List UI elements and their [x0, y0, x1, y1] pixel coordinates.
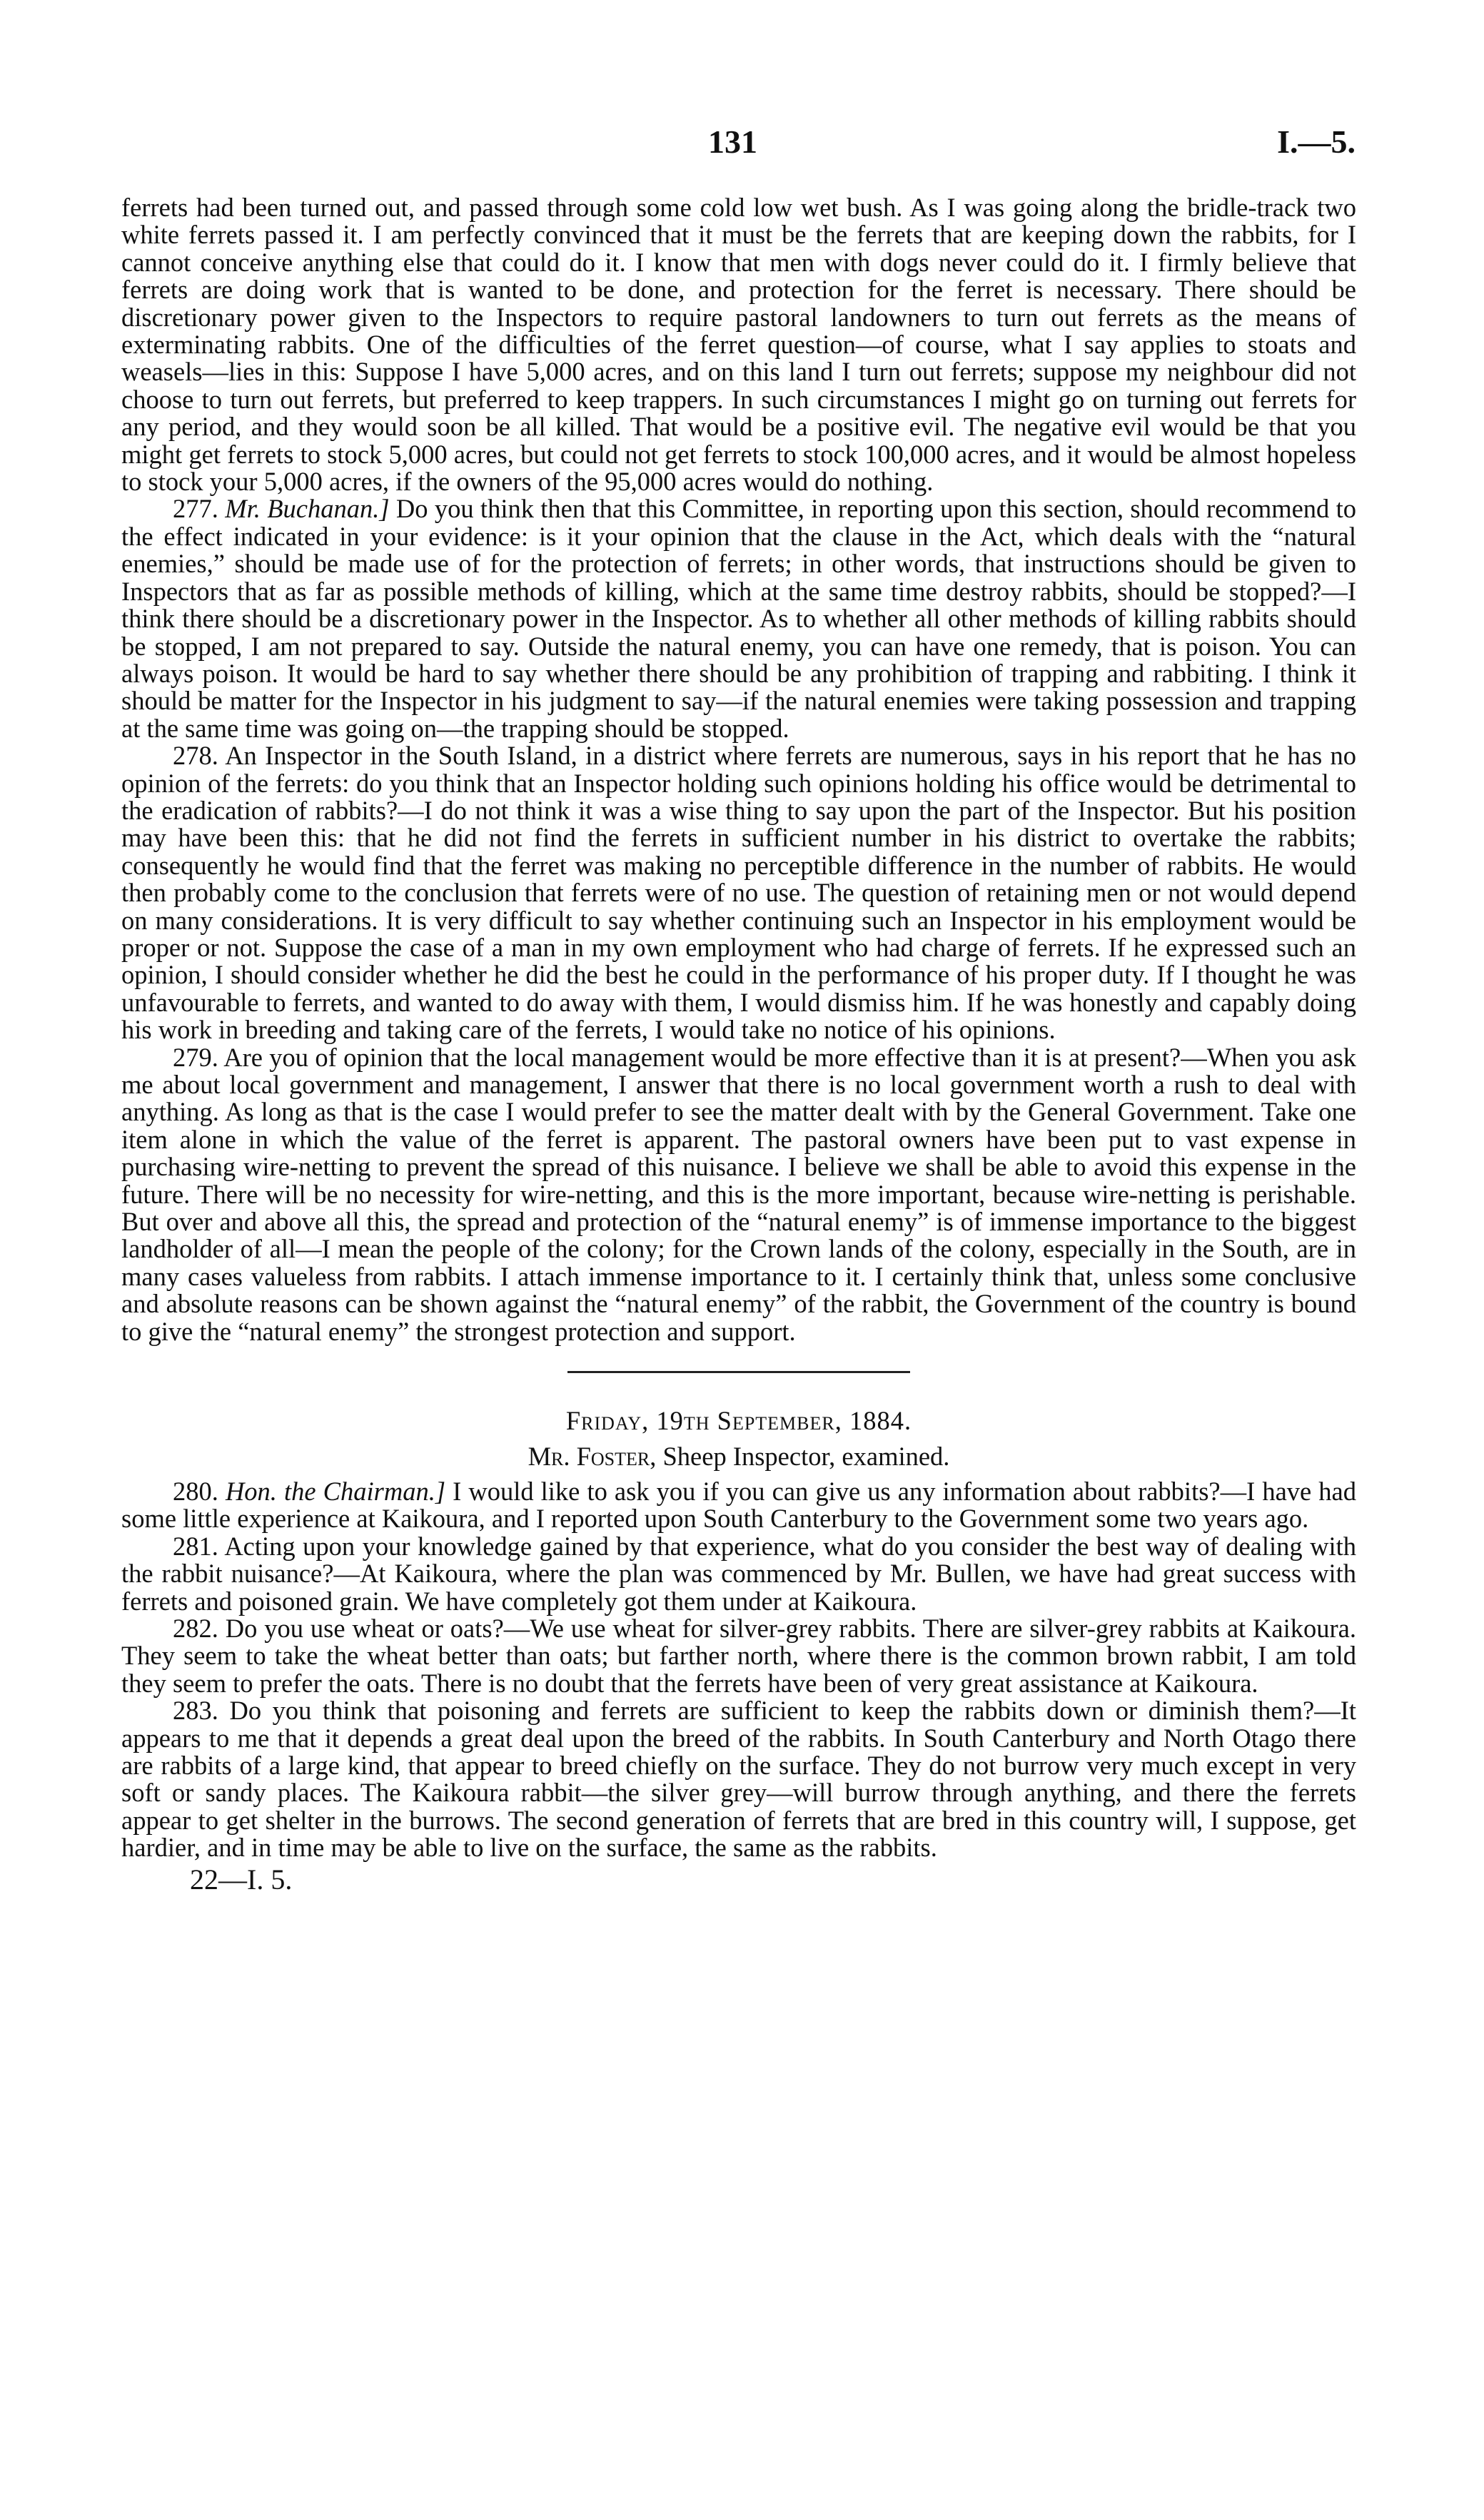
- document-body: [121, 193, 1357, 1896]
- witness-name: Mr. Foster: [528, 1442, 650, 1472]
- speaker-label: Mr. Buchanan.]: [225, 494, 390, 524]
- paragraph-281: 281. Acting upon your knowledge gained by that experience, what do you consider the best way of dealing with the rabbit nuisance?—At Kaikoura, where the plan was commenced by Mr. Bullen, we have had great success with ferrets and poisoned grain. We have completely got them under at Kaikoura.: [121, 1531, 1356, 1616]
- paragraph-282: 282. Do you use wheat or oats?—We use wheat for silver-grey rabbits. There are silver-grey rabbits at Kaikoura. They seem to take the wheat better than oats; but farther north, where there is the common brown rabbit, I am told they seem to prefer the oats. There is no doubt that the ferrets have been of very great assistance at Kaikoura.: [121, 1613, 1356, 1698]
- section-date: Friday, 19th September, 1884.: [565, 1406, 912, 1436]
- page-header: [0, 123, 1484, 166]
- paragraph-277: 277. Mr. Buchanan.] Do you think then that this Committee, in reporting upon this section, should recommend to the effect indicated in your evidence: is it your opinion that the clause in the Act, which deals with the “natural enemies,” should be made use of for the protection of ferrets; in other words, that instructions should be given to Inspectors that as far as possible methods of killing, which at the same time destroy rabbits, should be stopped?—I think there should be a discretionary power in the Inspector. As to whether all other methods of killing rabbits should be stopped, I am not prepared to say. Outside the natural enemy, you can have one remedy, that is poison. You can always poison. It would be hard to say whether there should be any prohibition of trapping and rabbiting. I think it should be matter for the Inspector in his judgment to say—if the natural enemies were taking possession and trapping at the same time was going on—the trapping should be stopped.: [121, 494, 1357, 743]
- signature-mark: 22—I. 5.: [190, 1863, 293, 1896]
- section-divider: [567, 1371, 910, 1373]
- paragraph-279: 279. Are you of opinion that the local management would be more effective than it is at present?—When you ask me about local government and management, I answer that there is no local government worth a rush to deal with anything. As long as that is the case I would prefer to see the matter dealt with by the General Government. Take one item alone in which the value of the ferret is apparent. The pastoral owners have been put to vast expense in purchasing wire-netting to prevent the spread of this nuisance. I believe we shall be able to avoid this expense in the future. There will be no necessity for wire-netting, and this is the more important, because wire-netting is perishable. But over and above all this, the spread and protection of the “natural enemy” is of immense importance to the biggest landholder of all—I mean the people of the colony; for the Crown lands of the colony, especially in the South, are in many cases valueless from rabbits. I attach immense importance to it. I certainly think that, unless some conclusive and absolute reasons can be shown against the “natural enemy” of the rabbit, the Government of the country is bound to give the “natural enemy” the strongest protection and support.: [121, 1042, 1356, 1346]
- paragraph-280: 280. Hon. the Chairman.] I would like to ask you if you can give us any information about rabbits?—I have had some little experience at Kaikoura, and I reported upon South Canterbury to the Government some two years ago.: [121, 1476, 1357, 1534]
- paragraph-283: 283. Do you think that poisoning and ferrets are sufficient to keep the rabbits down or diminish them?—It appears to me that it depends a great deal upon the breed of the rabbits. In South Canterbury and North Otago there are rabbits of a large kind, that appear to breed chiefly on the surface. They do not burrow very much except in very soft or sandy places. The Kaikoura rabbit—the silver grey—will burrow through anything, and there the ferrets appear to get shelter in the burrows. The second generation of ferrets that are bred in this country will, I suppose, get hardier, and in time may be able to live on the surface, the same as the rabbits.: [121, 1696, 1357, 1863]
- document-reference: I.—5.: [1277, 123, 1356, 160]
- paragraph-278: 278. An Inspector in the South Island, in a district where ferrets are numerous, says in his report that he has no opinion of the ferrets: do you think that an Inspector holding such opinions holding his office would be detrimental to the eradication of rabbits?—I do not think it was a wise thing to say upon the part of the Inspector. But his position may have been this: that he did not find the ferrets in sufficient number in his district to overtake the rabbits; consequently he would find that the ferret was making no perceptible difference in the number of rabbits. He would then probably come to the conclusion that ferrets were of no use. The question of retaining men or not would depend on many considerations. It is very difficult to say whether continuing such an Inspector in his employment would be proper or not. Suppose the case of a man in my own employment who had charge of ferrets. If he expressed such an opinion, I should consider whether he did the best he could in the performance of his proper duty. If I thought he was unfavourable to ferrets, and wanted to do away with them, I would dismiss him. If he was honestly and capably doing his work in breeding and taking care of the ferrets, I would take no notice of his opinions.: [121, 741, 1356, 1045]
- witness-heading: Mr. Foster, Sheep Inspector, examined.: [528, 1442, 950, 1472]
- speaker-label: Hon. the Chairman.]: [225, 1476, 446, 1506]
- page-number: 131: [708, 123, 757, 160]
- paragraph-continued: ferrets had been turned out, and passed through some cold low wet bush. As I was going along the bridle-track two white ferrets passed it. I am perfectly convinced that it must be the ferrets that are keeping down the rabbits, for I cannot conceive anything else that could do it. I know that men with dogs never could do it. I firmly believe that ferrets are doing work that is wanted to be done, and protection for the ferret is necessary. There should be discretionary power given to the Inspectors to require pastoral landowners to turn out ferrets as the means of exterminating rabbits. One of the difficulties of the ferret question—of course, what I say applies to stoats and weasels—lies in this: Suppose I have 5,000 acres, and on this land I turn out ferrets; suppose my neighbour did not choose to turn out ferrets, but preferred to keep trappers. In such circumstances I might go on turning out ferrets for any period, and they would soon be all killed. That would be a positive evil. The negative evil would be that you might get ferrets to stock 5,000 acres, but could not get ferrets to stock 100,000 acres, and it would be almost hopeless to stock your 5,000 acres, if the owners of the 95,000 acres would do nothing.: [121, 193, 1356, 497]
